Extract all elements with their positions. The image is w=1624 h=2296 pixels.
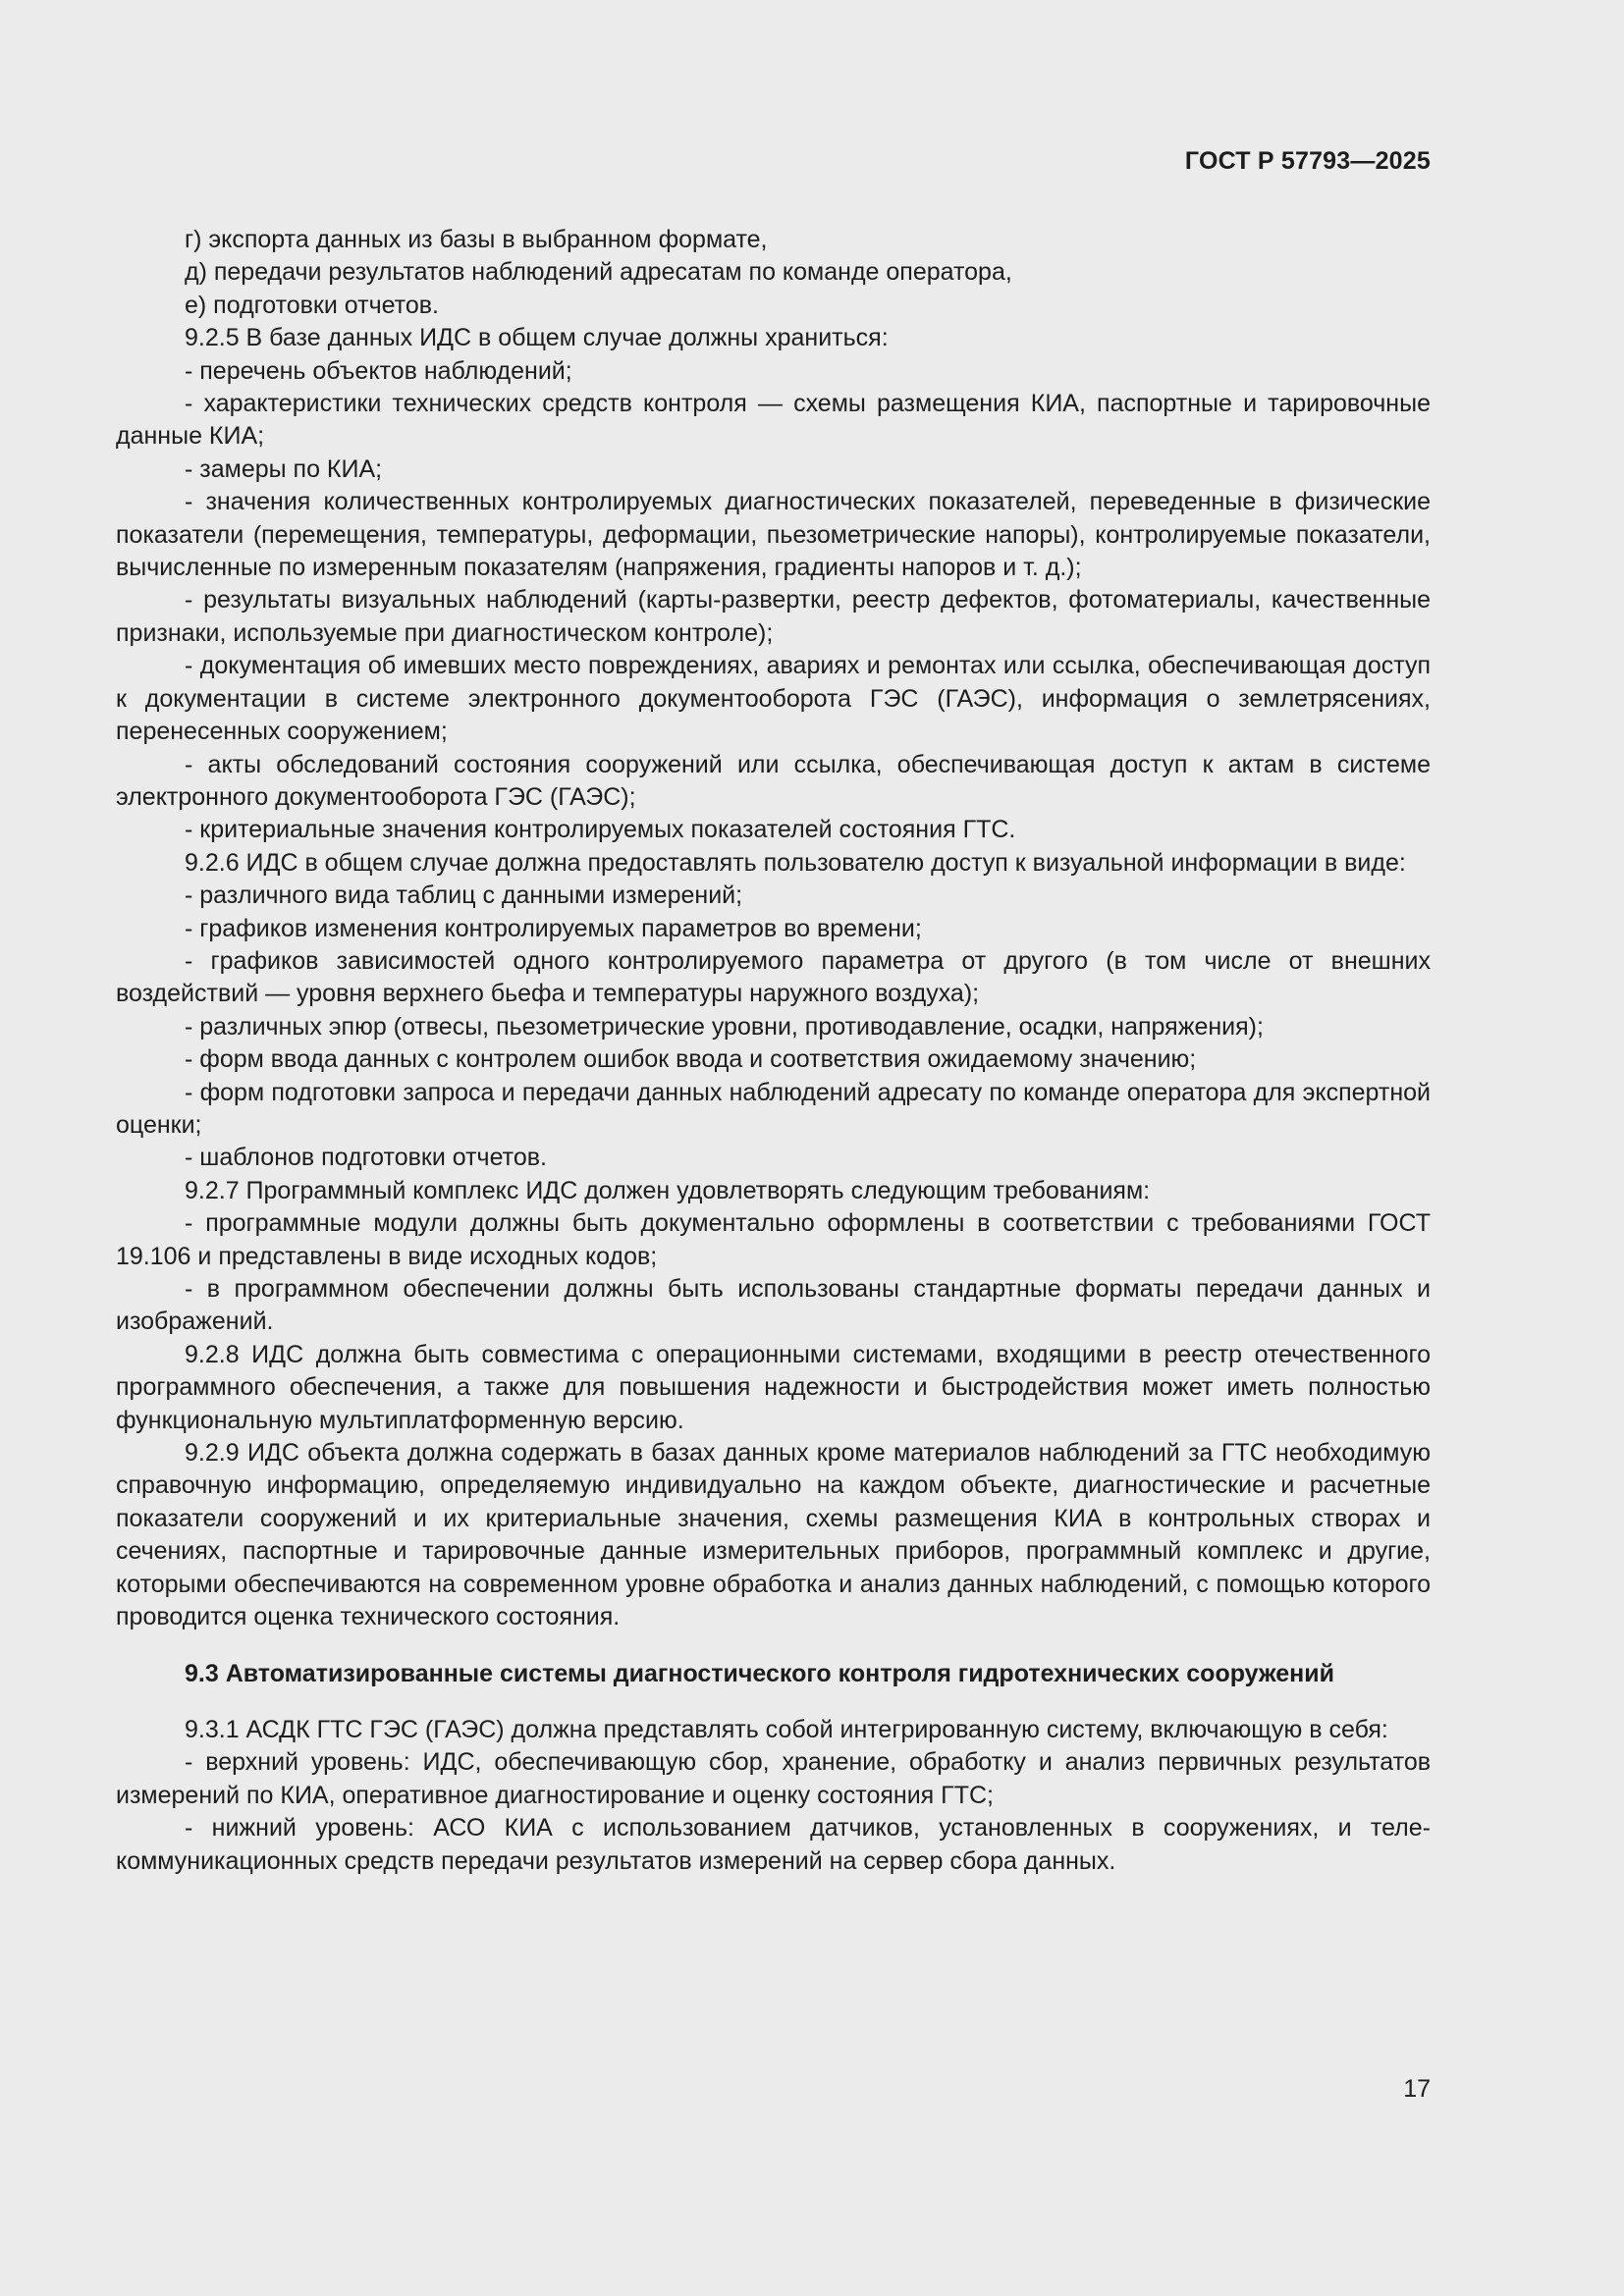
bullet-item: - критериальные значения контролируемых показателей состояния ГТС.: [185, 816, 1016, 844]
bullet-item: - форм ввода данных с контролем ошибок ввода и соответствия ожидаемому значению;: [185, 1045, 1197, 1074]
bullet-item: - нижний уровень: АСО КИА с использованием датчиков, установленных в сооружениях, и телекоммуникационных средств передачи результатов измерений на сервер сбора данных.: [116, 1814, 1431, 1875]
list-item-d: д) передачи результатов наблюдений адресатам по команде оператора,: [185, 258, 1012, 287]
page-number: 17: [1403, 2075, 1431, 2103]
bullet-item: - в программном обеспечении должны быть использованы стандартные форматы передачи данных и изображений.: [116, 1275, 1431, 1336]
bullet-item: - акты обследований состояния сооружений или ссылка, обеспечивающая доступ к актам в системе электронного документооборота ГЭС (ГАЭС);: [116, 750, 1431, 811]
bullet-item: - графиков изменения контролируемых параметров во времени;: [185, 914, 922, 942]
text-block-a: [116, 224, 1431, 1633]
clause-9-2-9: 9.2.9 ИДС объекта должна содержать в базах данных кроме материалов наблюдений за ГТС необходимую справочную информацию, определяемую индивидуально на каждом объекте, диагностические и расчетные показатели сооружений и их критериальные значения, схемы размещения КИА в контрольных створах и сечениях, паспортные и тарировочные данные измерительных приборов, программный комплекс и другие, которыми обеспечиваются на современном уровне обработка и анализ данных наблюдений, с помощью которого проводится оценка технического состояния.: [116, 1439, 1431, 1631]
bullet-item: - верхний уровень: ИДС, обеспечивающую сбор, хранение, обработку и анализ первичных результатов измерений по КИА, оперативное диагностирование и оценку состояния ГТС;: [116, 1748, 1431, 1809]
bullet-item: - программные модули должны быть документально оформлены в соответствии с требованиями ГОСТ 19.106 и представлены в виде исходных кодов;: [116, 1209, 1431, 1270]
bullet-item: - значения количественных контролируемых диагностических показателей, переведенные в физические показатели (перемещения, температуры, деформации, пьезометрические напоры), контролируемые показатели, вычисленные по измеренным показателям (напряжения, градиенты напоров и т. д.);: [116, 488, 1431, 582]
bullet-item: - шаблонов подготовки отчетов.: [185, 1144, 547, 1172]
section-heading-9-3: 9.3 Автоматизированные системы диагностического контроля гидротехнических сооружений: [185, 1660, 1334, 1688]
bullet-item: - различных эпюр (отвесы, пьезометрические уровни, противодавление, осадки, напряжения);: [185, 1012, 1264, 1041]
bullet-item: - характеристики технических средств контроля — схемы размещения КИА, паспортные и тарировочные данные КИА;: [116, 390, 1431, 451]
bullet-item: - форм подготовки запроса и передачи данных наблюдений адресату по команде оператора для экспертной оценки;: [116, 1078, 1431, 1139]
bullet-item: - перечень объектов наблюдений;: [185, 356, 572, 385]
list-item-g: г) экспорта данных из базы в выбранном формате,: [185, 226, 768, 253]
clause-9-2-8: 9.2.8 ИДС должна быть совместима с операционными системами, входящими в реестр отечественного программного обеспечения, а также для повышения надежности и быстродействия может иметь полностью функциональную мультиплатформенную версию.: [116, 1340, 1431, 1434]
bullet-item: - результаты визуальных наблюдений (карты-развертки, реестр дефектов, фотоматериалы, качественные признаки, используемые при диагностическом контроле);: [116, 586, 1431, 647]
bullet-item: - графиков зависимостей одного контролируемого параметра от другого (в том числе от внешних воздействий — уровня верхнего бьефа и температуры наружного воздуха);: [116, 946, 1431, 1008]
bullet-item: - документация об имевших место повреждениях, авариях и ремонтах или ссылка, обеспечивающая доступ к документации в системе электронного документооборота ГЭС (ГАЭС), информация о землетрясениях, перенесенных сооружением;: [116, 652, 1431, 746]
clause-9-2-6: 9.2.6 ИДС в общем случае должна предоставлять пользователю доступ к визуальной информации в виде:: [185, 848, 1406, 877]
text-block-b: [116, 1714, 1431, 1878]
clause-9-2-7: 9.2.7 Программный комплекс ИДС должен удовлетворять следующим требованиям:: [185, 1176, 1151, 1204]
bullet-item: - замеры по КИА;: [185, 454, 383, 483]
bullet-item: - различного вида таблиц с данными измерений;: [185, 881, 743, 910]
document-code: ГОСТ Р 57793—2025: [1184, 147, 1431, 175]
document-body: [116, 224, 1431, 1878]
clause-9-2-5: 9.2.5 В базе данных ИДС в общем случае должны храниться:: [185, 324, 889, 352]
clause-9-3-1: 9.3.1 АСДК ГТС ГЭС (ГАЭС) должна представлять собой интегрированную систему, включающую в себя:: [185, 1715, 1388, 1743]
list-item-e: е) подготовки отчетов.: [185, 291, 439, 319]
